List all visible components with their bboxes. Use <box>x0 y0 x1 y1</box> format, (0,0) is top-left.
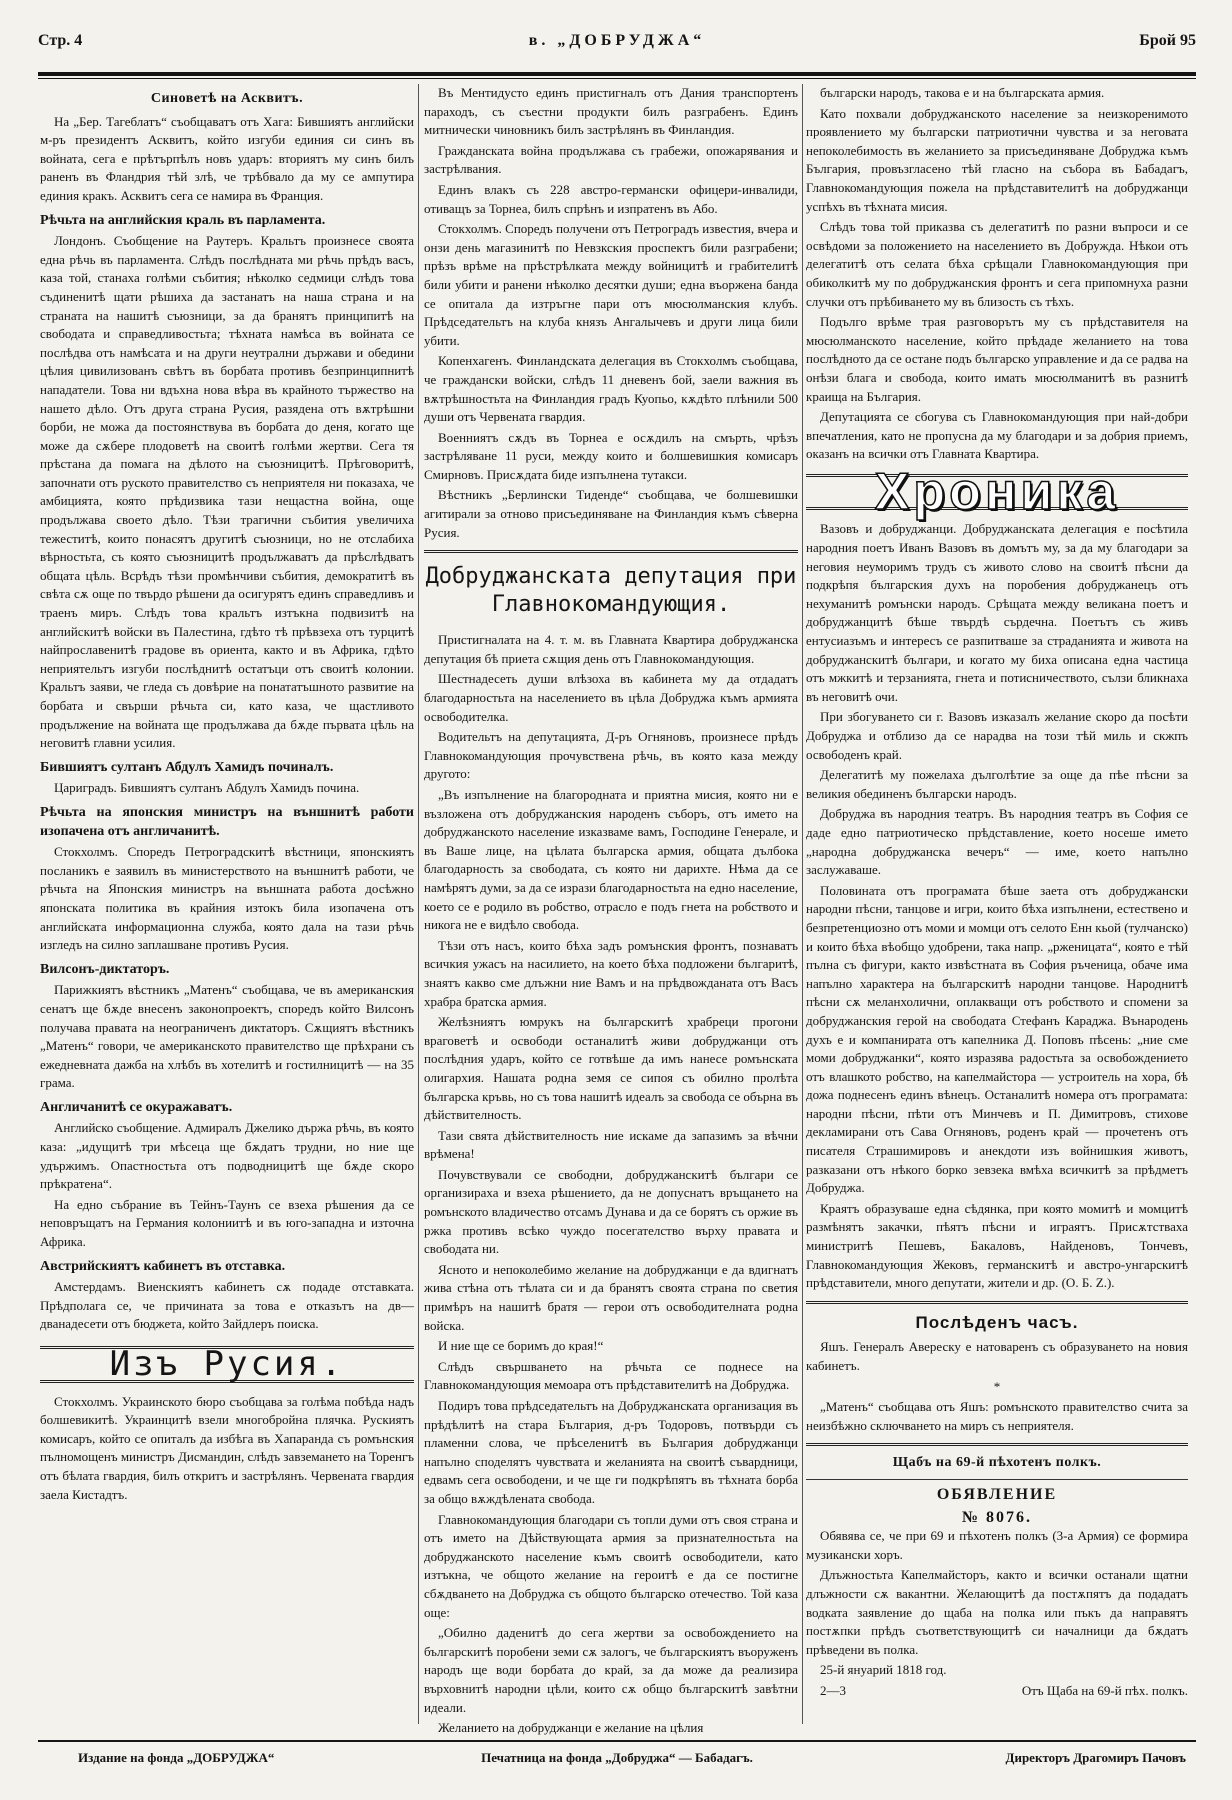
article-body: Желѣзниятъ юмрукъ на българскитѣ храбреци прогони враговетѣ и освободи останалитѣ живи добруджанци отъ послѣдния ударъ, който се готвѣше да имъ нанесе ромънската олигархия. Нашата родна земя се сипоя съ обилно пролѣта българска кръвь, но съ това нашитѣ идеалъ за свобода се обърна въ дѣйствителность. <box>424 1014 798 1123</box>
footer-publisher: Издание на фонда „ДОБРУДЖА“ <box>78 1750 275 1765</box>
article-title: Бившиятъ султанъ Абдулъ Хамидъ починалъ. <box>40 759 334 775</box>
footer <box>38 1740 1196 1772</box>
article-body: Английско съобщение. Адмиралъ Джелико държа рѣчь, въ която каза: „идущитѣ три мѣсеца ще бѫдатъ трудни, но ние ще удържимъ. Опастностьта отъ подводницитѣ ще бѫде скоро прѣкратена“. <box>40 1120 414 1192</box>
article-title: Австрийскиятъ кабинетъ въ отставка. <box>40 1258 286 1274</box>
article-body: Добруджа въ народния театръ. Въ народния театръ въ София се даде едно патриотическо прѣдставление, което носеше името „народна добруджанска вечеръ“ — име, което напълно заслужаваше. <box>806 806 1188 878</box>
column-divider <box>418 84 419 1724</box>
article-body: Водительтъ на депутацията, Д-ръ Огняновъ, произнесе прѣдъ Главнокомандующия прочувствена рѣчь, въ която каза между другото: <box>424 729 798 782</box>
article-title: Синоветѣ на Асквитъ. <box>150 91 304 106</box>
article-body: Половината отъ програмата бѣше заета отъ добруджански народни пѣсни, танцове и игри, които бѣха изпълнени, естествено и безпретенциозно отъ моми и момци отъ селото Енн кьой (тулчанско) и които бѣха вѣобщо удобрени, така напр. „рженицата“, която е тѣй пълна съ фигури, както извѣстната въ София ръченица, обаче има напълно характера на българскитѣ народни танцове. Народнитѣ пѣсни сѫ меланхолични, оплакващи отъ робството и спомени за добруджанския герой на свободата Стефанъ Караджа. Вънародень духъ е и компанирата отъ капелника Д. Поповъ пѣсень: „ние сме моми добруджанки“, която изразява радостьта за освобождението отъ влашкото робство, на капелмайстора — устроитель на хора, бѣ дожа поднесенъ единъ вѣнецъ. Останалитѣ номера отъ програмата: народни пѣсни, пѣти отъ Минчевъ и П. Димитровъ, стихове декламирани отъ Сава Огняновъ, роденъ край — прочетенъ отъ писателя Страшимировъ и анекдоти изъ войнишкия животъ, разказани отъ нѣкого борко зевзека вмѣха всичкитѣ за прѣдметъ Добруджа. <box>806 882 1188 1196</box>
article-body: Ясното и непоколебимо желание на добруджанци е да вдигнатъ жива стѣна отъ тѣлата си и да бранятъ своята страна по светия примѣръ на нашитѣ братя — герои отъ освободителната родна войска. <box>424 1261 798 1333</box>
section-heading-russia: Изъ Русия. <box>40 1346 414 1383</box>
masthead-rule <box>38 72 1196 76</box>
article-body: Пристигналата на 4. т. м. въ Главната Квартира добруджанска депутация бѣ приета сѫщия день отъ Главнокомандующия. <box>424 632 798 666</box>
article-body: Депутацията се сбогува съ Главнокомандующия при най-добри впечатления, като не пропусна да му благодари и за добрия приемъ, оказанъ на всички отъ Главната Квартира. <box>806 409 1188 462</box>
ad-body: Обявява се, че при 69 и пѣхотенъ полкъ (3-а Армия) се формира музикански хоръ. <box>806 1528 1188 1562</box>
footer-printer: Печатница на фонда „Добруджа“ — Бабадагъ. <box>481 1750 753 1765</box>
article-body: Копенхагенъ. Финландската делегация въ Стокхолмъ съобщава, че граждански войски, слѣдъ 11 дневенъ бой, заели важния въ вѫтрѣшностьта на Финландия градъ Куопьо, кѫдѣто плѣнили 500 души отъ Червената гвардия. <box>424 353 798 425</box>
section-heading-deputation: Добруджанската депутация при Главнокомандующия. <box>425 564 797 618</box>
article-body: „Матенъ“ съобщава отъ Яшъ: ромънското правителство счита за неизбѣжно сключването на миръ съ неприятеля. <box>806 1399 1188 1433</box>
article-body: На едно събрание въ Тейнъ-Таунъ се взеха рѣшения да се неповръщатъ на Германия колониитѣ и въ юго-западна и източна Африка. <box>40 1196 414 1250</box>
article-title: Вилсонъ-диктаторъ. <box>40 961 170 977</box>
article-body: Главнокомандующия благодари съ топли думи отъ своя страна и отъ името на Дѣйствующата армия за признателностьта на добруджанското население къмъ своитѣ освободители, като изтъкна, че общото желание на героитѣ е да се постигне сбѫдването на Добруджа съ общото българско отечество. Той каза още: <box>424 1511 798 1620</box>
article-body: Единъ влакъ съ 228 австро-германски офицери-инвалиди, отиващъ за Торнеа, билъ спрѣнъ и изпратенъ въ Або. <box>424 181 798 216</box>
article-body: Желанието на добруджанци е желание на цѣлия <box>438 1720 704 1736</box>
article-body: Вѣстникъ „Берлински Тиденде“ съобщава, че болшевишки агитирали за отново присъединяване на Финландия къмъ сѣверна Русия. <box>424 487 798 540</box>
article-title: Англичанитѣ се окуражаватъ. <box>40 1099 233 1115</box>
article-body: Като похвали добруджанското население за неизкоренимото проявлението му български патриотични чувства и за неговата непоколебимость въ желанието за присъединяване Добруджа къмъ България, провъзгласено тѣй гласно на събора въ Бабадагъ, Главнокомандующия пожела на прѣдставителитѣ на добруджанци успѣхъ въ тѣхната мисия. <box>806 105 1188 214</box>
section-heading-chronicle: Хроника <box>806 474 1188 511</box>
article-body: Цариградъ. Бившиятъ султанъ Абдулъ Хамидъ почина. <box>54 780 360 796</box>
ad-body: Длъжностьта Капелмайсторъ, както и всички останали щатни длъжности сѫ вакантни. Желающитѣ да постѫпятъ да подадатъ водката заявление до щаба на полка или пъкъ да направятъ постѫпки прѣдъ съответствующитѣ си началници да бѫдатъ прѣведени въ полка. <box>806 1567 1188 1657</box>
article-body: Тази свята дѣйствителность ние искаме да запазимъ за вѣчни врѣмена! <box>424 1127 798 1162</box>
column-3 <box>806 84 1188 1724</box>
article-body: Шестнадесеть души влѣзоха въ кабинета му да отдадатъ благодарностьта на населението въ цѣла Добруджа къмъ армията освободителка. <box>424 671 798 724</box>
article-body: Краятъ образуваше една сѣдянка, при която момитѣ и момцитѣ размѣнятъ закачки, пѣятъ пѣсни и играятъ. Присѫтстваха министритѣ Пешевъ, Бакаловъ, Найденовъ, Тончевъ, Главнокомандующия Жековъ, германскитѣ и австро-унгарскитѣ прѣдставители, много депутати, жители и др. (О. Б. Z.). <box>806 1200 1188 1291</box>
section-separator <box>806 1443 1188 1446</box>
newspaper-title: в. „ДОБРУДЖА“ <box>528 32 706 49</box>
ad-signature-text: Отъ Щаба на 69-й пѣх. полкъ. <box>1021 1682 1188 1698</box>
page-number: Стр. 4 <box>38 32 83 49</box>
ad-heading: ОБЯВЛЕНИЕ <box>936 1485 1058 1503</box>
ad-number: № 8076. <box>961 1508 1033 1526</box>
article-body: Слѣдъ това той приказва съ делегатитѣ по разни въпроси и се освѣдоми за положението на населението въ Добружда. Нѣкои отъ делегатитѣ отъ селата бѣха срѣщали Главнокомандующия при обиколкитѣ му по добруджанския фронтъ и сега припомнуха разни случки отъ прѣбиването му въ близость съ тѣхъ. <box>806 219 1188 309</box>
article-body: Слѣдъ свършването на рѣчьта се поднесе на Главнокомандующия мемоара отъ прѣдставителитѣ на Добруджа. <box>424 1358 798 1393</box>
section-separator <box>424 550 798 553</box>
section-heading-last-hour: Послѣденъ часъ. <box>915 1312 1079 1332</box>
article-body: Стокхолмъ. Украинското бюро съобщава за голѣма побѣда надъ болшевикитѣ. Украинцитѣ взели многобройна плячка. Рускиятъ комисаръ, който се опиталъ да избѣга въ Хапаранда съ ромънския пълномощенъ министръ Дисмандин, слѣдъ завземането на Торенгъ отъ бѣлата гвардия, билъ откритъ и застрѣлянъ. Червената гвардия заела Кистадтъ. <box>40 1393 414 1502</box>
article-body: Стокхолмъ. Споредъ получени отъ Петроградъ известия, вчера и онзи день магазинитѣ по Невзкския проспектъ били разграбени; прѣзъ врѣме на прѣстрѣлката между войницитѣ и грабителитѣ били убити и ранени нѣколко десятки души; една въоржена банда се опитала да изтръгне пари отъ мюсюлманския клубъ. Прѣдседательтъ на клуба князъ Ангалычевъ и други лица били убити. <box>424 221 798 348</box>
article-body: „Обилно даденитѣ до сега жертви за освобождението на българскитѣ поробени земи сѫ залогъ, че българскиятъ въоруженъ народъ ще води борбата до край, за да може да реализира върховнитѣ народни цѣли, които сѫ общо българскитѣ завѣтни идеали. <box>424 1625 798 1715</box>
article-body: И ние ще се боримъ до края!“ <box>438 1338 604 1354</box>
article-body: „Въ изпълнение на благородната и приятна мисия, която ни е възложена отъ добруджанския народенъ съборъ, отъ името на добруджанското население изказваме вамъ, Господине Генерале, и въ Ваше лице, на цѣлата българска армия, общата дълбока благодарность за свободата, съ която ни дарихте. Нѣма да се намѣрятъ думи, за да се изрази благодарностьта на едно население, което се е родило въ робство, отрасло е подъ гнета на робството и никога не е видѣло свобода. <box>424 787 798 933</box>
ad-unit-title: Щабъ на 69-й пѣхотенъ полкъ. <box>892 1455 1102 1471</box>
article-body: Подиръ това прѣдседательтъ на Добруджанската организация въ прѣдѣлитѣ на стара България, д-ръ Тодоровъ, потвърди съ пламенни слова, че прѣселенитѣ въ България добруджанци напълно споделятъ чувствата и желанията на своитѣ съвардници, едвамъ сега освободени, и че ще ги подкрѣпятъ въ тѣхната борба за общо вѫждѣлената свобода. <box>424 1398 798 1506</box>
article-body: Гражданската война продължава съ грабежи, опожарявания и застрѣлвания. <box>424 142 798 177</box>
article-body: Амстердамъ. Виенскиятъ кабинетъ сѫ подаде отставката. Прѣдполага се, че причината за това е отказътъ на дв—дванадесети отъ бюджета, който Зайдлеръ поиска. <box>40 1279 414 1332</box>
ad-date: 25-й януарий 1818 год. <box>820 1662 947 1678</box>
article-body: Тѣзи отъ насъ, които бѣха задъ ромънския фронтъ, познаватъ всичкия ужасъ на насилието, на което бѣха подложени българитѣ, знаятъ какво сме длъжни ние Вамъ и на прѣдвожданата отъ Васъ храбра братска армия. <box>424 937 798 1009</box>
article-title: Рѣчьта на английския краль въ парламента. <box>40 212 326 228</box>
column-1 <box>40 84 414 1724</box>
article-body: български народъ, такова е и на българската армия. <box>820 85 1105 100</box>
article-body: Въ Ментидусто единъ пристигналъ отъ Дания транспортенъ параходъ, съ съестни продукти билъ разграбенъ. Единъ митнически чиновникъ билъ застрѣлянъ въ Финландия. <box>424 85 798 138</box>
ad-signature <box>806 1682 1188 1701</box>
article-body: Стокхолмъ. Споредъ Петроградскитѣ вѣстници, японскиятъ посланикъ е заявилъ въ министерството на външнитѣ работи, че рѣчьта на Японския министръ на външната работа досѣжно японската политика въ крайния изтокъ била изопачена отъ английската информационна служба, която дала на тази рѣчь изгледъ на силно заплашване противъ Русия. <box>40 844 414 953</box>
ad-rule <box>806 1479 1188 1480</box>
ad-code: 2—3 <box>820 1682 846 1698</box>
article-body: Лондонъ. Съобщение на Раутеръ. Кральтъ произнесе своята една рѣчь въ парламента. Слѣдъ послѣдната ми рѣчь прѣдъ васъ, каза той, станаха голѣми събития; нѣколко седмици слѣдъ това съдиненитѣ щати рѣшиха да застанатъ на наша страна и на страната на нашитѣ съюзници, за да бранятъ принципитѣ на свободата и справедливостьта; тѣхната намѣса въ войната се послѣдва отъ намѣсата и на други неутрални държави и обедини цѣлия цивилизованъ свѣтъ въ борбата противъ безпринципнитѣ нападатели. Това ни вдъхна нова вѣра въ крайното тържество на нашето дѣло. Отъ друга страна Русия, разядена отъ вѫтрѣшни борби, не можа да постоянствува въ борбата до деня, когато ще може да сѫбере плодоветѣ на своитѣ голѣми жертви. Сега тя прѣстана да помага на дѣлото на съюзницитѣ. Прѣговоритѣ, започнати отъ руското правителство съ неприятеля ни показаха, че амбицията, която прѣдизвика тази нещастна война, още продължава своето дѣло. Тѣзи трагични събития увеличиха тежеститѣ, които понасятъ другитѣ съюзници, но не отслабиха вѣрностьта, съ която съюзницитѣ продължаватъ да прѣслѣдватъ общата цѣль. Всрѣдъ тѣзи промѣнчиви събития, демократитѣ въ свѣта сѫ още по твърдо рѣшени да осигурятъ единъ справедливъ и траенъ миръ. Слѣдъ това кральтъ изтъкна подвизитѣ на английскитѣ войски въ Палестина, гдѣто тѣ прѣвзеха отъ турцитѣ найпрославенитѣ градове въ ориента, както и въ Африка, гдѣто неприятельтъ изгуби послѣднитѣ остатъци отъ своитѣ колонии. Кральтъ заяви, че гледа съ довѣрие на понататъшното развитие на борбата и свърши рѣчьта си, като каза, че щастливото продължение на войната ще продължава да бѫде първата цѣль на неговитѣ главни усилия. <box>40 233 414 751</box>
article-body: Делегатитѣ му пожелаха дълголѣтие за още да пѣе пѣсни за великия обединенъ български народъ. <box>806 767 1188 801</box>
article-body: Парижкиятъ вѣстникъ „Матенъ“ съобщава, че въ американския сенатъ ще бѫде внесенъ законопроектъ, споредъ който Вилсонъ получава правата на неограниченъ диктаторъ. Сѫщиятъ вѣстникъ „Матенъ“ говори, че американското правителство ще прѣхрани съ ежедневната дажба на хлѣбъ въ хотелитѣ и гостилницитѣ — на 35 грама. <box>40 982 414 1091</box>
issue-number: Брой 95 <box>1139 32 1196 49</box>
column-2 <box>424 84 798 1736</box>
footer-director: Директоръ Драгомиръ Пачовъ <box>1005 1750 1186 1765</box>
article-body: Военниятъ сѫдъ въ Торнеа е осѫдилъ на смърть, чрѣзъ застрѣляване 11 руси, между които и болшевишкия комисаръ Смирновъ. Присѫдата биде изпълнена тутакси. <box>424 429 798 482</box>
article-body: Яшъ. Генералъ Авереску е натоваренъ съ образуването на новия кабинетъ. <box>806 1339 1188 1373</box>
article-body: Подълго врѣме трая разговорътъ му съ прѣдставителя на мюсюлманското население, който прѣдаде желанието на това послѣдното да се остане подъ българско управление и да се радва на онѣзи блага и свобода, които имать мюсюлманитѣ въ разнитѣ краища на България. <box>806 314 1188 404</box>
article-body: При збогуването си г. Вазовъ изказалъ желание скоро да посѣти Добруджа и отблизо да се нарадва на този тѣй миль и скжпъ освободенъ край. <box>806 709 1188 762</box>
article-body: Вазовъ и добруджанци. Добруджанската делегация е посѣтила народния поетъ Иванъ Вазовъ въ домътъ му, за да му благодари за неговия неуморимъ трудъ съ живото слово на своитѣ пѣсни да подкрѣпя българския духъ на поробения добруджанецъ отъ нехуманитѣ ромънски народъ. Срѣщата между великана поетъ и добруджанцитѣ бѣше твърдѣ сърдечна. Поетътъ съ живъ ентусиазъмъ и интересъ се разпитваше за страданията и живота на добруджанскитѣ българи, и когато му биха описана една частица отъ мжкитѣ и терзанията, гнета и потисничеството, сълзи бликнаха въ неговитѣ очи. <box>806 521 1188 704</box>
masthead-rule-thin <box>38 78 1196 79</box>
article-body: На „Бер. Тагеблатъ“ съобщаватъ отъ Хага: Бившиятъ английски м-ръ президентъ Асквитъ, който изгуби единия си синъ въ войната, сега е прѣтърпѣлъ новъ ударъ: вториятъ му синъ билъ раненъ въ Фландрия тѣй злѣ, че трѣбвало да му се ампутира единия кракъ. Асквитъ сега се намира въ Франция. <box>40 113 414 203</box>
article-body: Почувствували се свободни, добруджанскитѣ българи се организираха и взеха рѣшението, да не допуснатъ връщането на ромънското владичество отсамъ Дунава и да се борятъ съ оржие въ ржка противъ всѣко чуждо посегателство върху правата и свободата ни. <box>424 1166 798 1257</box>
article-title: Рѣчьта на японския министръ на външнитѣ работи изопачена отъ англичанитѣ. <box>40 804 414 839</box>
masthead <box>38 26 1196 60</box>
column-divider <box>802 84 803 1724</box>
section-separator <box>806 1301 1188 1304</box>
asterisk-separator: * <box>993 1378 1001 1394</box>
